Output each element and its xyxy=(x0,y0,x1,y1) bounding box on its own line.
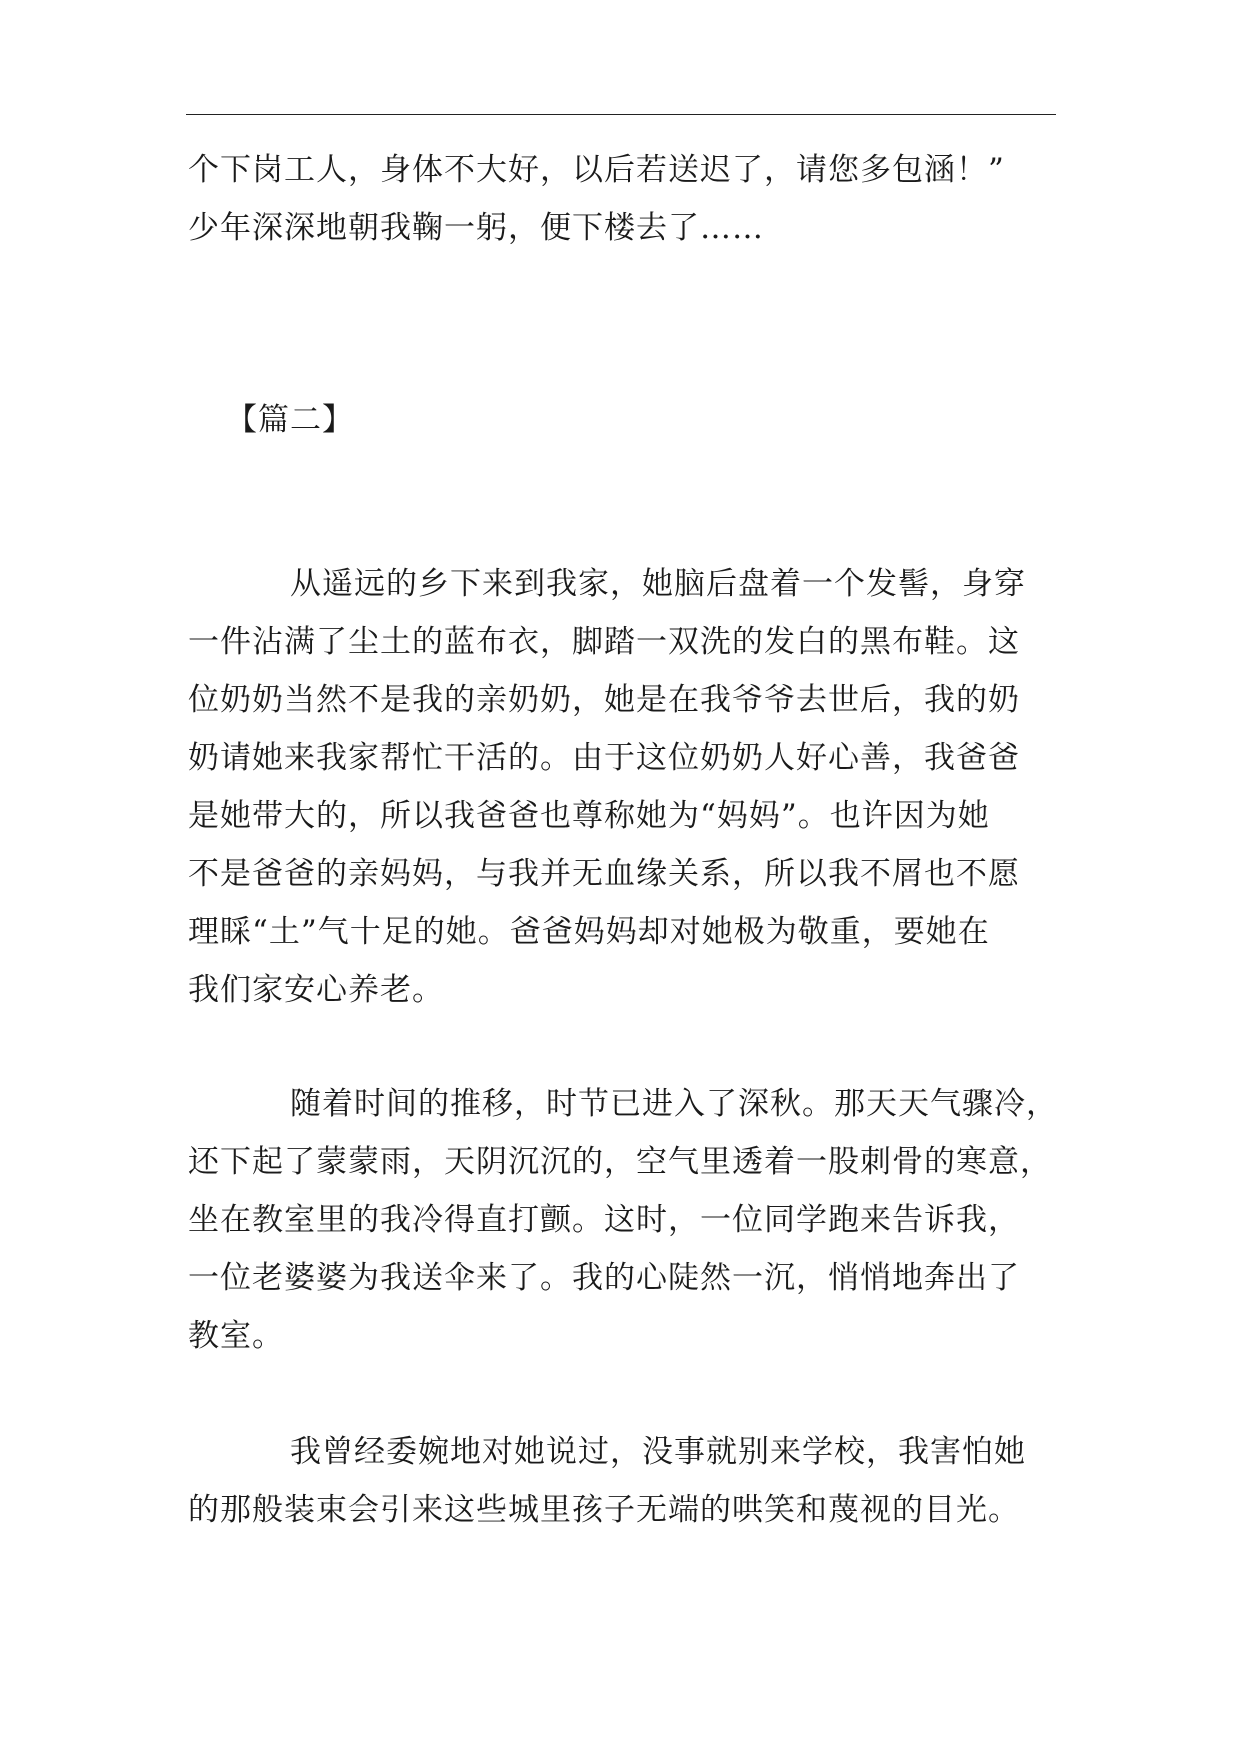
text-line: 个下岗工人，身体不大好，以后若送迟了，请您多包涵！” xyxy=(188,152,1005,188)
text-line: 我曾经委婉地对她说过，没事就别来学校，我害怕她 xyxy=(290,1434,1026,1470)
text-line: 随着时间的推移，时节已进入了深秋。那天天气骤冷， xyxy=(290,1086,1058,1122)
text-line: 的那般装束会引来这些城里孩子无端的哄笑和蔑视的目光。 xyxy=(188,1492,1020,1528)
text-line: 坐在教室里的我冷得直打颤。这时，一位同学跑来告诉我， xyxy=(188,1202,1020,1238)
text-line: 我们家安心养老。 xyxy=(188,972,444,1008)
text-line: 理睬“土”气十足的她。爸爸妈妈却对她极为敬重，要她在 xyxy=(188,914,990,950)
text-line: 教室。 xyxy=(188,1318,284,1354)
text-line: 不是爸爸的亲妈妈，与我并无血缘关系，所以我不屑也不愿 xyxy=(188,856,1020,892)
text-line: 一件沾满了尘土的蓝布衣，脚踏一双洗的发白的黑布鞋。这 xyxy=(188,624,1020,660)
header-rule xyxy=(186,114,1056,115)
text-line: 少年深深地朝我鞠一躬，便下楼去了…… xyxy=(188,210,764,246)
section-title: 【篇二】 xyxy=(226,402,354,438)
text-line: 从遥远的乡下来到我家，她脑后盘着一个发髻，身穿 xyxy=(290,566,1026,602)
text-line: 奶请她来我家帮忙干活的。由于这位奶奶人好心善，我爸爸 xyxy=(188,740,1020,776)
text-line: 位奶奶当然不是我的亲奶奶，她是在我爷爷去世后，我的奶 xyxy=(188,682,1020,718)
text-line: 还下起了蒙蒙雨，天阴沉沉的，空气里透着一股刺骨的寒意， xyxy=(188,1144,1052,1180)
text-line: 是她带大的，所以我爸爸也尊称她为“妈妈”。也许因为她 xyxy=(188,798,990,834)
text-line: 一位老婆婆为我送伞来了。我的心陡然一沉，悄悄地奔出了 xyxy=(188,1260,1020,1296)
